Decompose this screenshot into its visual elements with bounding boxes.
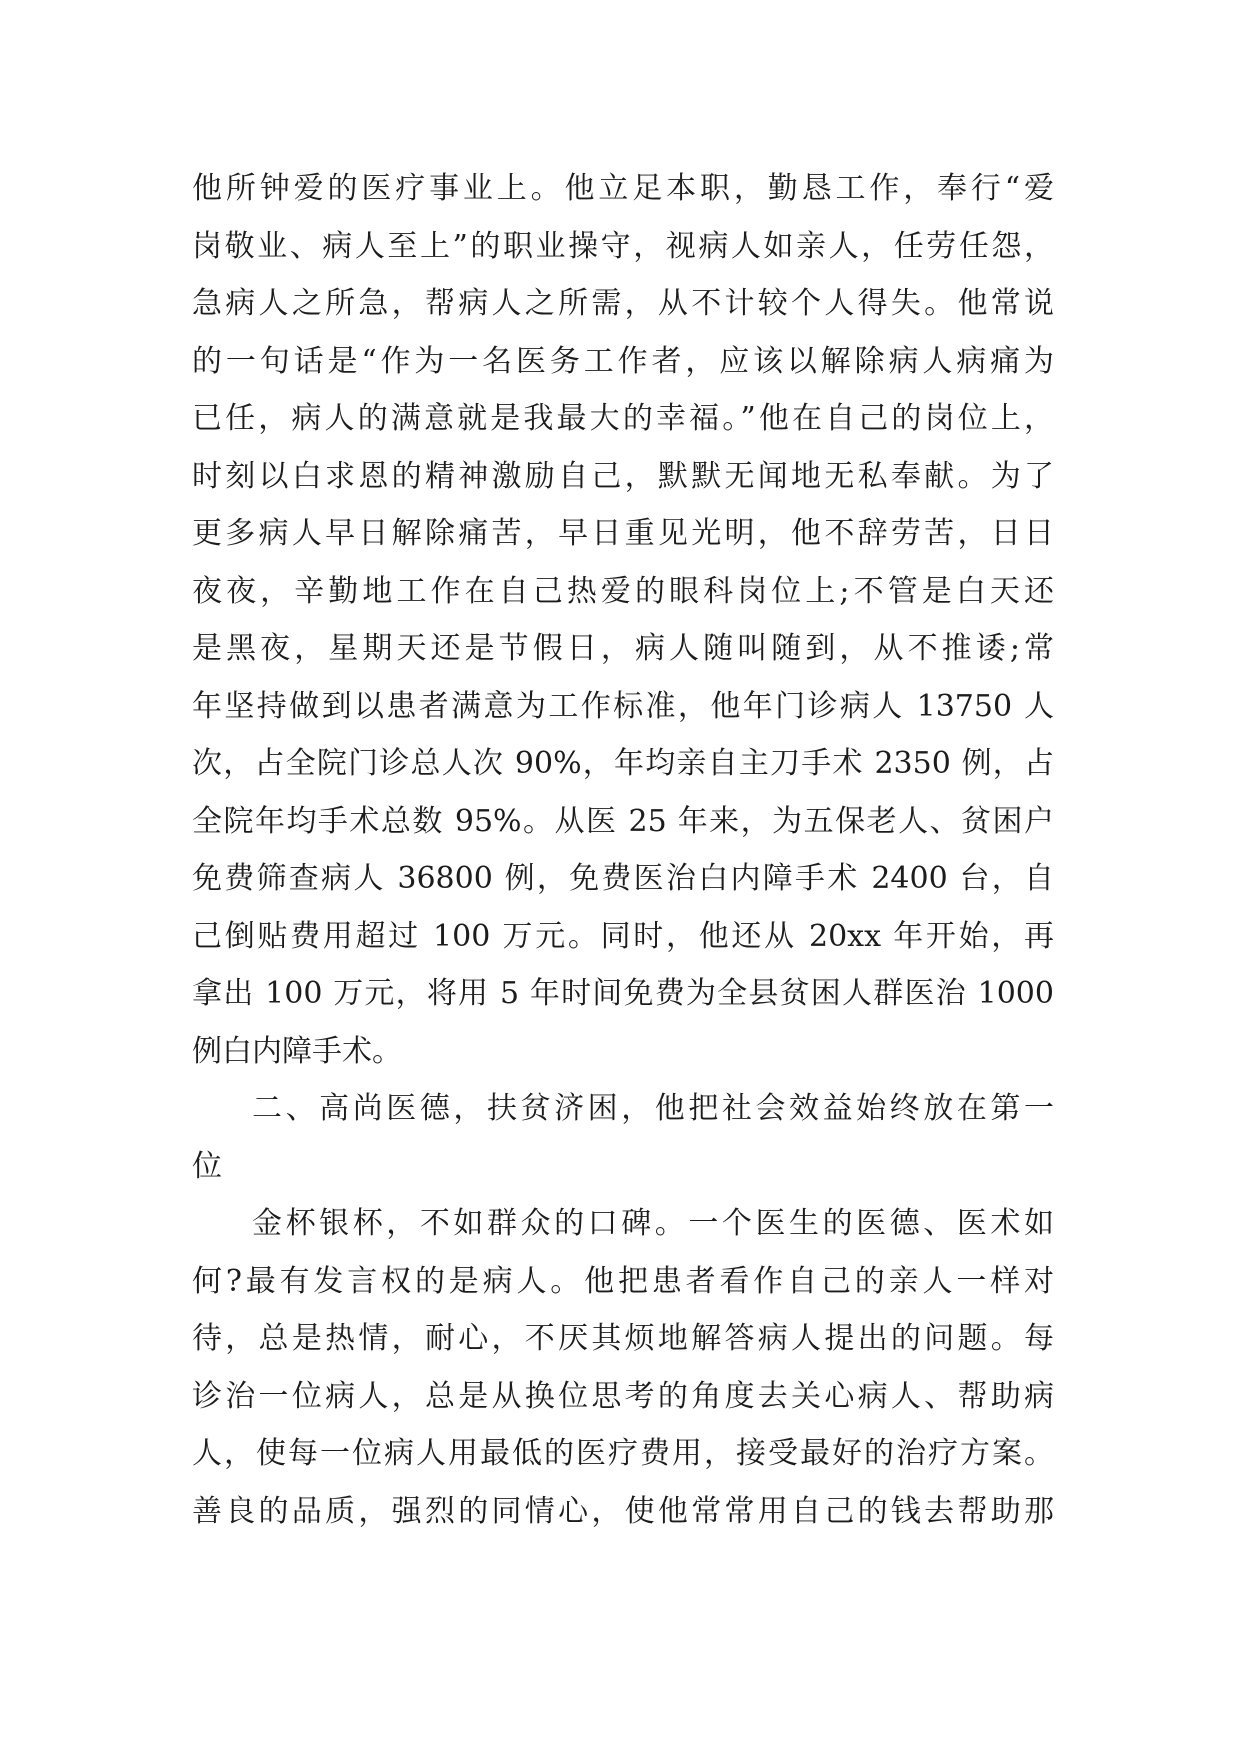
text-line: 位: [192, 1148, 222, 1184]
text-line: 时刻以白求恩的精神激励自己，默默无闻地无私奉献。为了: [192, 458, 1054, 494]
text-line: 岗敬业、病人至上”的职业操守，视病人如亲人，任劳任怨，: [192, 228, 1054, 264]
text-line: 何?最有发言权的是病人。他把患者看作自己的亲人一样对: [192, 1263, 1054, 1299]
text-line: 的一句话是“作为一名医务工作者，应该以解除病人病痛为: [192, 343, 1054, 379]
paragraph-patient-reputation: [192, 1195, 1054, 1540]
text-line: 已任，病人的满意就是我最大的幸福。”他在自己的岗位上，: [192, 401, 1054, 436]
text-line: 是黑夜，星期天还是节假日，病人随叫随到，从不推诿;常: [192, 631, 1054, 666]
text-line: 二、高尚医德，扶贫济困，他把社会效益始终放在第一: [252, 1091, 1054, 1126]
text-line: 更多病人早日解除痛苦，早日重见光明，他不辞劳苦，日日: [192, 516, 1054, 551]
text-line: 例白内障手术。: [192, 1033, 402, 1069]
text-line: 年坚持做到以患者满意为工作标准，他年门诊病人 13750 人: [192, 688, 1054, 724]
text-line: 他所钟爱的医疗事业上。他立足本职，勤恳工作，奉行“爱: [192, 171, 1054, 206]
text-line: 急病人之所急，帮病人之所需，从不计较个人得失。他常说: [192, 286, 1054, 321]
section-heading-medical-ethics: [192, 1080, 1054, 1195]
text-line: 诊治一位病人，总是从换位思考的角度去关心病人、帮助病: [192, 1378, 1054, 1414]
text-line: 待，总是热情，耐心，不厌其烦地解答病人提出的问题。每: [192, 1321, 1054, 1356]
paragraph-medical-career: [192, 160, 1054, 1080]
document-body: [192, 160, 1054, 1540]
text-line: 免费筛查病人 36800 例，免费医治白内障手术 2400 台，自: [192, 861, 1054, 896]
text-line: 夜夜，辛勤地工作在自己热爱的眼科岗位上;不管是白天还: [192, 573, 1054, 609]
text-line: 拿出 100 万元，将用 5 年时间免费为全县贫困人群医治 1000: [192, 976, 1054, 1011]
text-line: 金杯银杯，不如群众的口碑。一个医生的医德、医术如: [252, 1206, 1054, 1241]
text-line: 善良的品质，强烈的同情心，使他常常用自己的钱去帮助那: [192, 1493, 1054, 1529]
text-line: 人，使每一位病人用最低的医疗费用，接受最好的治疗方案。: [192, 1436, 1054, 1471]
text-line: 全院年均手术总数 95%。从医 25 年来，为五保老人、贫困户: [192, 803, 1054, 839]
text-line: 己倒贴费用超过 100 万元。同时，他还从 20xx 年开始，再: [192, 918, 1054, 954]
text-line: 次，占全院门诊总人次 90%，年均亲自主刀手术 2350 例，占: [192, 746, 1054, 781]
